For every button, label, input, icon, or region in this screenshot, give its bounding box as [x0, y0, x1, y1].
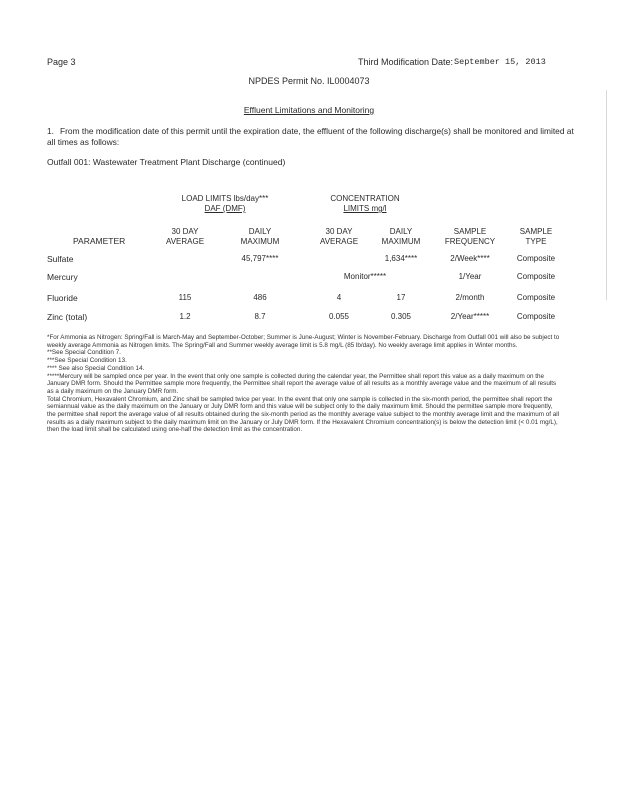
col-type [506, 227, 566, 247]
footnote-mercury: *****Mercury will be sampled once per year. In the event that only one sample is collected during the calendar year, the Permittee shall report this value as a daily maximum on the January DMR form. Should the Permittee sample more frequently, the Permittee shall report the average value of all results as a monthly average value and the maximum of all results as a daily maximum on the January DMR form. [47, 372, 557, 395]
section-title: Effluent Limitations and Monitoring [243, 105, 375, 115]
row-load-avg: 115 [178, 293, 192, 302]
col-frequency [430, 227, 510, 247]
load-limits-title: LOAD LIMITS lbs/day*** [181, 194, 269, 203]
modification-label: Third Modification Date: [358, 57, 454, 67]
intro-text: From the modification date of this permit until the expiration date, the effluent of the following discharge(s) shall be monitored and limited at all times as follows: [47, 126, 574, 147]
col-load-avg-line2: AVERAGE [165, 237, 205, 246]
row-conc-avg: 0.055 [328, 312, 350, 321]
permit-number: NPDES Permit No. IL0004073 [248, 76, 370, 86]
concentration-subtitle: LIMITS mg/l [343, 204, 387, 213]
row-conc-max: 1,634**** [384, 254, 418, 263]
col-conc-avg-line1: 30 DAY [325, 227, 353, 236]
row-type: Composite [516, 293, 556, 302]
load-limits-header [160, 194, 290, 214]
col-parameter: PARAMETER [73, 236, 126, 246]
row-frequency: 2/Week**** [450, 254, 490, 263]
col-conc-avg-line2: AVERAGE [319, 237, 359, 246]
col-type-line2: TYPE [525, 237, 547, 246]
row-frequency: 1/Year [458, 272, 482, 281]
col-frequency-line2: FREQUENCY [444, 237, 496, 246]
concentration-header [300, 194, 430, 214]
row-type: Composite [516, 272, 556, 281]
row-load-max: 8.7 [254, 312, 266, 321]
intro-number: 1. [47, 126, 54, 136]
col-load-max-line1: DAILY [248, 227, 272, 236]
scan-edge-line [606, 90, 607, 300]
col-load-avg-line1: 30 DAY [171, 227, 199, 236]
row-load-max: 486 [253, 293, 267, 302]
col-load-max [225, 227, 295, 247]
footnote-chromium-zinc: Total Chromium, Hexavalent Chromium, and Zinc shall be sampled twice per year. In the event that only one sample is collected in the six-month period, the permittee shall report the semiannual value as the daily maximum on the January or July DMR form and this value will be subject only to the daily maximum limit. Should the permittee sample more frequently, the permittee shall report the average value of all results obtained during the six-month period as the monthly average value subject to the monthly average limit and the maximum of all results as a daily maximum subject to the daily maximum limit on the January or July DMR form. If the Hexavalent Chromium concentration(s) is below the detection limit (< 0.01 mg/L), then the load limit shall be calculated using one-half the detection limit as the concentration. [47, 395, 560, 434]
row-frequency: 2/Year***** [450, 312, 490, 321]
row-type: Composite [516, 312, 556, 321]
col-load-max-line2: MAXIMUM [240, 237, 280, 246]
row-frequency: 2/month [455, 293, 485, 302]
modification-date: September 15, 2013 [454, 57, 546, 67]
load-limits-subtitle: DAF (DMF) [204, 204, 246, 213]
footnote-ammonia: *For Ammonia as Nitrogen: Spring/Fall is March-May and September-October; Summer is June-August; Winter is November-February. Discharge from Outfall 001 will also be subject to weekly average Ammonia as Nitrogen limits. The Spring/Fall and Summer weekly average limit is 5.8 mg/L (85 lb/day). No weekly average limit applies in Winter months. [47, 334, 560, 349]
concentration-title: CONCENTRATION [330, 194, 400, 203]
footnote-special-14: **** See also Special Condition 14. [47, 364, 145, 372]
col-conc-max [366, 227, 436, 247]
footnote-special-13: ***See Special Condition 13. [47, 357, 127, 365]
row-load-max: 45,797**** [241, 254, 279, 263]
row-parameter: Fluoride [47, 293, 78, 303]
footnotes [47, 334, 561, 434]
footnote-special-7: **See Special Condition 7. [47, 349, 121, 357]
row-parameter: Mercury [47, 272, 78, 282]
col-type-line1: SAMPLE [519, 227, 553, 236]
col-load-avg [150, 227, 220, 247]
intro-paragraph [47, 126, 577, 148]
row-conc-avg: 4 [336, 293, 342, 302]
col-conc-max-line2: MAXIMUM [381, 237, 421, 246]
row-conc-max: 17 [396, 293, 406, 302]
row-conc-max: 0.305 [390, 312, 412, 321]
col-conc-avg [304, 227, 374, 247]
row-type: Composite [516, 254, 556, 263]
row-parameter: Sulfate [47, 254, 74, 264]
row-parameter: Zinc (total) [47, 312, 88, 322]
outfall-title: Outfall 001: Wastewater Treatment Plant Discharge (continued) [47, 157, 286, 167]
row-load-avg: 1.2 [179, 312, 191, 321]
row-monitor: Monitor***** [343, 272, 387, 281]
col-conc-max-line1: DAILY [389, 227, 413, 236]
col-frequency-line1: SAMPLE [453, 227, 487, 236]
page-number: Page 3 [47, 57, 76, 67]
